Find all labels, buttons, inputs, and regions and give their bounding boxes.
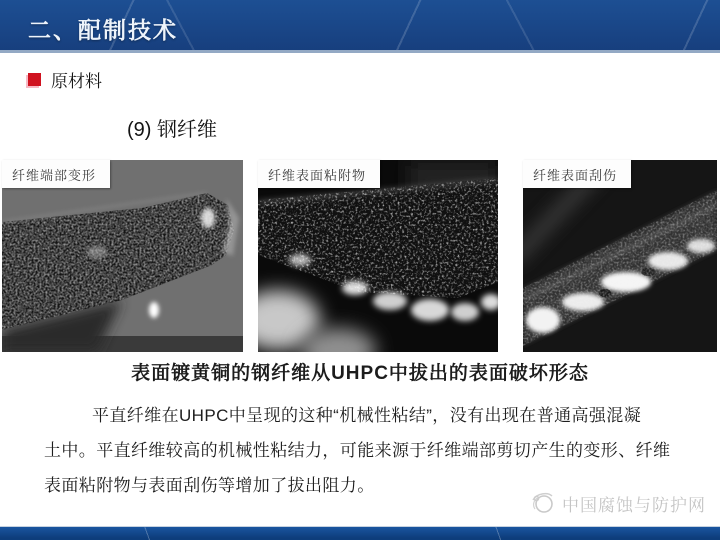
photo-label-3: 纤维表面刮伤 [523,160,631,188]
body-line-3: 表面粘附物与表面刮伤等增加了拔出阻力。 [44,476,375,495]
body-line-1: 平直纤维在UHPC中呈现的这种“机械性粘结”，没有出现在普通高强混凝 [92,406,642,425]
globe-logo-icon [530,490,556,516]
micrograph-3-image [523,160,717,352]
body-line-2: 土中。平直纤维较高的机械性粘结力，可能来源于纤维端部剪切产生的变形、纤维 [44,441,671,460]
bullet-row [28,67,102,92]
subtitle-steel-fiber: (9) 钢纤维 [127,119,217,141]
red-square-bullet-icon [28,73,41,86]
body-paragraph [44,398,678,503]
photo-label-2: 纤维表面粘附物 [258,160,380,188]
micrograph-2-image [258,160,498,352]
watermark [530,490,706,516]
watermark-text: 中国腐蚀与防护网 [562,495,706,515]
bullet-label: 原材料 [51,72,102,91]
micrograph-fiber-surface-adhesions [258,160,498,352]
micrograph-1-image [2,160,243,352]
figure-caption: 表面镀黄铜的钢纤维从UHPC中拔出的表面破坏形态 [131,363,589,384]
slide-header [0,0,720,53]
photo-label-1: 纤维端部变形 [2,160,110,188]
micrograph-fiber-end-deformation [2,160,243,352]
slide-title: 二、配制技术 [28,17,178,43]
micrograph-fiber-surface-scratches [523,160,717,352]
footer-bar [0,526,720,540]
